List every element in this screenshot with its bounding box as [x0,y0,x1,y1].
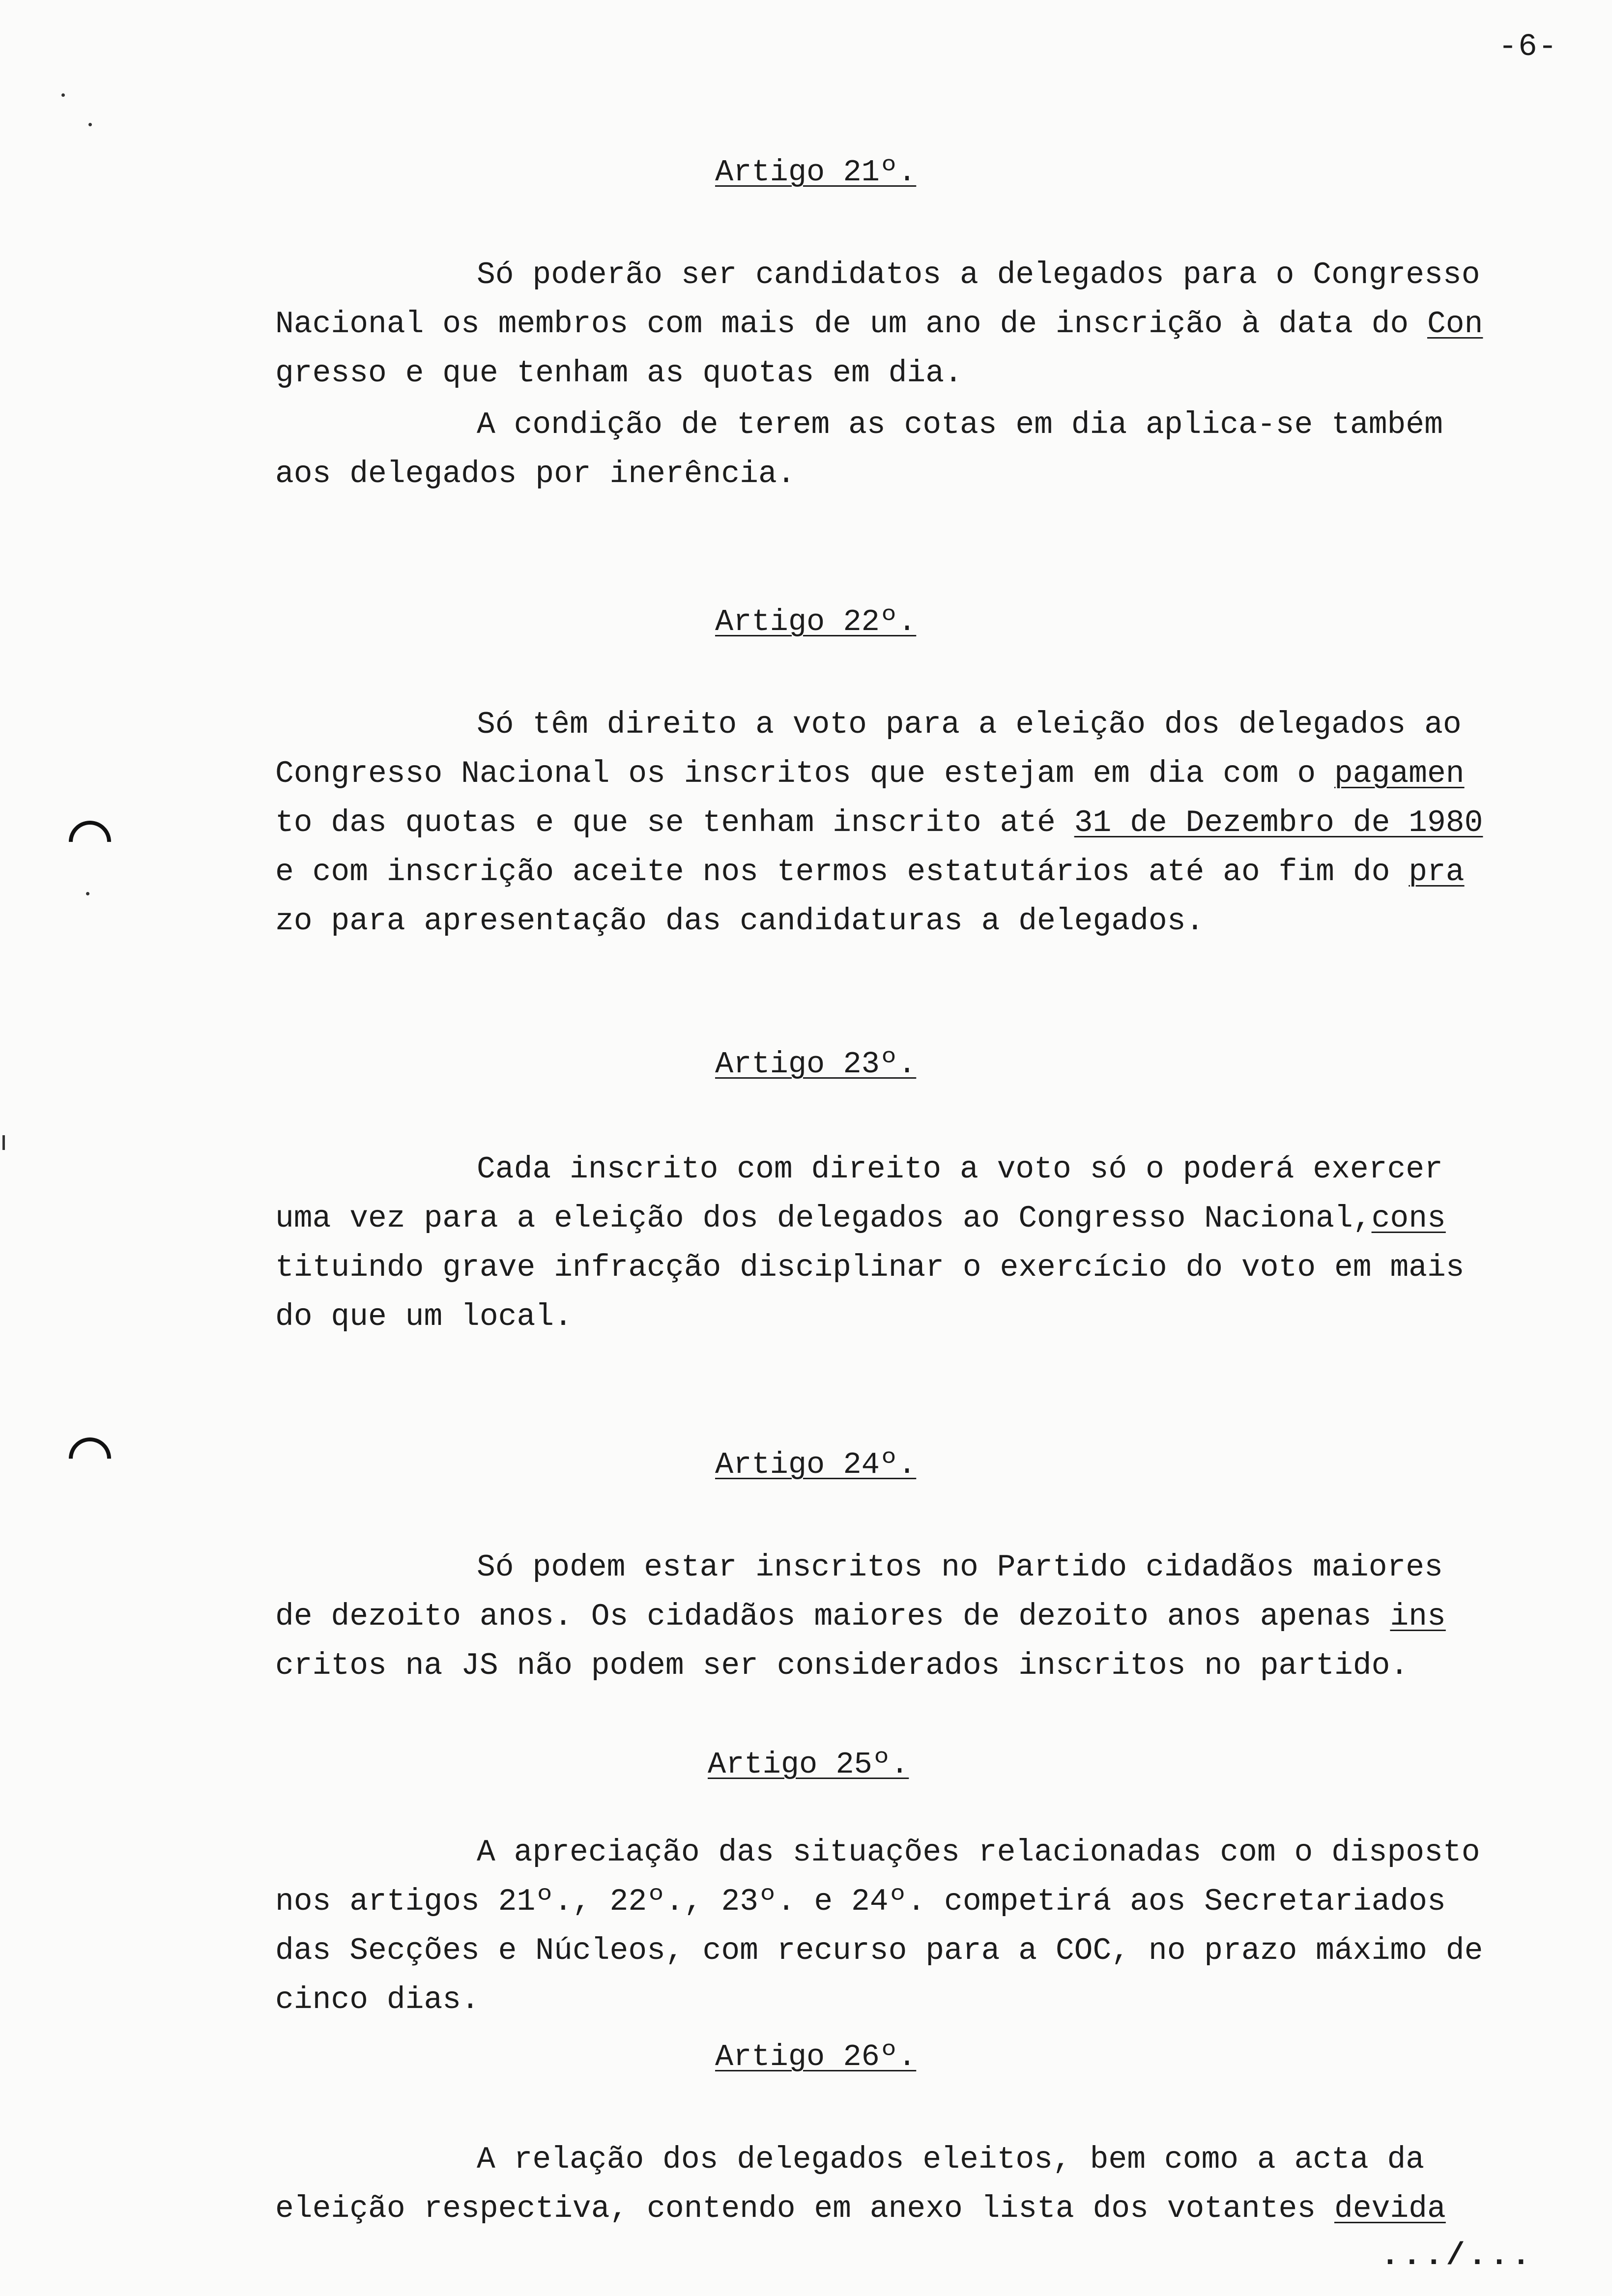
text-line: aos delegados por inerência. [275,457,796,491]
text-line: A condição de terem as cotas em dia aplica-se também [477,407,1443,442]
text-line: Nacional os membros com mais de um ano de inscrição à data do Con [275,307,1483,342]
underlined-text: ins [1390,1599,1446,1634]
text-line: das Secções e Núcleos, com recurso para a COC, no prazo máximo de [275,1933,1483,1968]
article-21-paragraph-1 [275,251,1563,398]
underlined-text: 31 de Dezembro de 1980 [1074,805,1483,840]
text-line: nos artigos 21º., 22º., 23º. e 24º. competirá aos Secretariados [275,1884,1446,1919]
text-line: A relação dos delegados eleitos, bem como a acta da [477,2142,1425,2177]
underlined-text: pagamen [1334,756,1465,791]
article-24-paragraph-1 [275,1543,1563,1691]
continuation-mark: .../... [1381,2239,1533,2274]
article-25-paragraph-1 [275,1828,1563,2025]
text-line: Só podem estar inscritos no Partido cidadãos maiores [477,1550,1443,1585]
text-line: e com inscrição aceite nos termos estatutários até ao fim do pra [275,855,1465,890]
article-25-heading: Artigo 25º. [708,1747,909,1782]
article-26-paragraph-1 [275,2135,1563,2234]
scan-speck [86,892,89,895]
text-line: Só têm direito a voto para a eleição dos delegados ao [477,707,1462,742]
text-line: Só poderão ser candidatos a delegados para o Congresso [477,258,1480,292]
punch-hole-mark [60,812,120,872]
text-line: eleição respectiva, contendo em anexo lista dos votantes devida [275,2191,1446,2226]
page-number: -6- [1498,29,1558,65]
underlined-text: cons [1371,1201,1446,1236]
text-line: gresso e que tenham as quotas em dia. [275,356,963,391]
text-line: critos na JS não podem ser considerados inscritos no partido. [275,1648,1409,1683]
scan-speck [61,93,65,97]
article-23-heading: Artigo 23º. [715,1047,917,1082]
underlined-text: devida [1334,2191,1446,2226]
text-line: Cada inscrito com direito a voto só o poderá exercer [477,1152,1443,1187]
text-line: uma vez para a eleição dos delegados ao Congresso Nacional,cons [275,1201,1446,1236]
underlined-text: Con [1427,307,1483,342]
underlined-text: pra [1409,855,1465,890]
text-line: de dezoito anos. Os cidadãos maiores de dezoito anos apenas ins [275,1599,1446,1634]
text-line: Congresso Nacional os inscritos que estejam em dia com o pagamen [275,756,1465,791]
text-line: tituindo grave infracção disciplinar o exercício do voto em mais [275,1250,1465,1285]
punch-hole-mark [60,1429,120,1489]
article-26-heading: Artigo 26º. [715,2039,917,2074]
text-line: zo para apresentação das candidaturas a delegados. [275,904,1205,939]
text-line: cinco dias. [275,1982,480,2017]
text-line: to das quotas e que se tenham inscrito até 31 de Dezembro de 1980 [275,805,1483,840]
article-21-heading: Artigo 21º. [715,155,917,190]
article-22-paragraph-1 [275,700,1563,946]
article-23-paragraph-1 [275,1145,1563,1342]
scan-speck [88,123,92,126]
article-21-paragraph-2 [275,401,1563,499]
text-line: do que um local. [275,1299,573,1334]
article-22-heading: Artigo 22º. [715,604,917,639]
text-line: A apreciação das situações relacionadas com o disposto [477,1835,1480,1870]
scan-speck [2,1135,5,1150]
article-24-heading: Artigo 24º. [715,1447,917,1482]
